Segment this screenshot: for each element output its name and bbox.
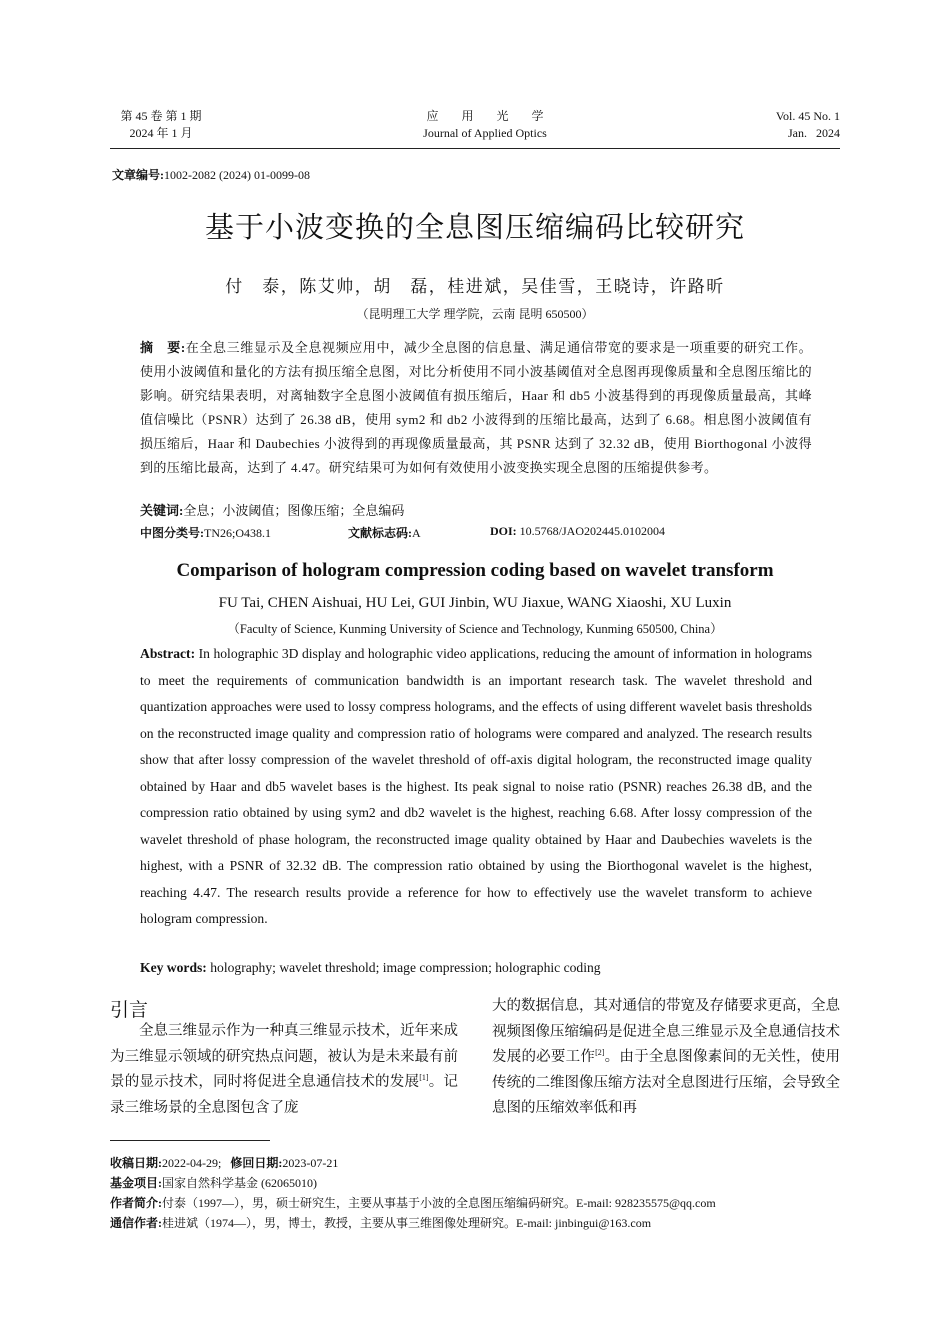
revised-label: 修回日期: <box>230 1156 283 1170</box>
fund-label: 基金项目: <box>110 1176 162 1190</box>
abstract-en-text: In holographic 3D display and holographic video applications, reducing the amount of information in holograms to meet the requirements of communication bandwidth is an important research task. The wavelet threshold and quantization approaches were used to lossy compress holograms, and the effects of using different wavelet basis thresholds on the reconstructed image quality and compression ratio of holograms were compared and analyzed. The research results show that after lossy compression of the wavelet threshold of off-axis digital hologram, the reconstructed image quality obtained by Haar and db5 wavelet bases is the highest. Its peak signal to noise ratio (PSNR) reaches 26.38 dB, and the compression ratio obtained by using sym2 and db2 wavelet is the highest, reaching 6.68. After lossy compression of the wavelet threshold of phase hologram, the reconstructed image quality obtained by Haar and Daubechies wavelets is the highest, with a PSNR of 32.32 dB. The compression ratio obtained by using the Biorthogonal wavelet is the highest, reaching 4.47. The research results provide a reference for how to effectively use the wavelet transform to achieve hologram compression. <box>140 646 812 926</box>
intro-right-text-2: 。由于全息图像素间的无关性，使用传统的二维图像压缩方法对全息图进行压缩，会导致全息图的压缩效率低和再 <box>492 1049 841 1116</box>
title-cn: 基于小波变换的全息图压缩编码比较研究 <box>204 212 745 244</box>
abstract-cn-text: 在全息三维显示及全息视频应用中，减少全息图的信息量、满足通信带宽的要求是一项重要的研究工作。使用小波阈值和量化的方法有损压缩全息图，对比分析使用不同小波基阈值对全息图再现像质量和全息图压缩比的影响。研究结果表明，对离轴数字全息图小波阈值有损压缩后，Haar 和 db5 小波基得到的再现像质量最高，其峰值信噪比（PSNR）达到了 26.38 dB，使用 sym2 和 db2 小波得到的压缩比最高，达到了 6.68。相息图小波阈值有损压缩后，Haar 和 Daubechies 小波得到的再现像质量最高，其 PSNR 达到了 32.32 dB，使用 Biorthogonal 小波得到的压缩比最高，达到了 4.47。研究结果可为如何有效使用小波变换实现全息图的压缩提供参考。 <box>140 340 812 475</box>
citation-2[interactable]: [2] <box>595 1048 605 1058</box>
abstract-en <box>140 641 812 933</box>
intro-left-text-1: 全息三维显示作为一种真三维显示技术，近年来成为三维显示领域的研究热点问题，被认为是未来最有前景的显示技术，同时将促进全息通信技术的发展 <box>110 1023 458 1090</box>
abstract-en-label: Abstract: <box>140 646 196 661</box>
intro-right-column <box>492 994 840 1122</box>
title-en: Comparison of hologram compression coding based on wavelet transform <box>176 560 774 581</box>
corresponding-value: 桂进斌（1974—），男，博士，教授，主要从事三维图像处理研究。E-mail: jinbingui@163.com <box>162 1216 652 1230</box>
date-cn: 2024 年 1 月 <box>129 126 193 140</box>
doc-value: A <box>412 526 421 540</box>
corresponding-label: 通信作者: <box>110 1216 162 1230</box>
footnote-rule <box>110 1140 270 1141</box>
intro-left-text-2: 。记录三维场景的全息图包含了庞 <box>110 1074 459 1116</box>
doc-code <box>348 524 421 541</box>
journal-name-cn: 应 用 光 学 <box>426 109 554 123</box>
keywords-cn-value: 全息；小波阈值；图像压缩；全息编码 <box>183 503 405 518</box>
intro-left-column <box>110 1019 458 1121</box>
keywords-cn <box>140 500 812 519</box>
journal-volume-en <box>745 108 840 142</box>
date-en: Jan. 2024 <box>788 126 840 140</box>
keywords-cn-label: 关键词: <box>140 503 184 518</box>
author-value: 付泰（1997—），男，硕士研究生，主要从事基于小波的全息图压缩编码研究。E-mail: 928235575@qq.com <box>162 1196 716 1210</box>
section-heading-intro: 引言 <box>110 999 149 1021</box>
affiliation-en: （Faculty of Science, Kunming University of Science and Technology, Kunming 650500, China） <box>227 622 723 636</box>
header-rule <box>110 148 840 149</box>
keywords-en-label: Key words: <box>140 960 207 975</box>
footnote-dates <box>110 1153 850 1173</box>
volume-issue-en: Vol. 45 No. 1 <box>775 109 840 123</box>
journal-volume-cn <box>116 108 206 142</box>
revised-value: 2023-07-21 <box>282 1156 339 1170</box>
received-label: 收稿日期: <box>110 1156 162 1170</box>
doi-value: 10.5768/JAO202445.0102004 <box>519 524 666 538</box>
clc-code <box>140 524 271 541</box>
footnote-author <box>110 1193 850 1213</box>
article-number <box>112 166 310 183</box>
keywords-en-value: holography; wavelet threshold; image compression; holographic coding <box>210 960 601 975</box>
journal-name-en: Journal of Applied Optics <box>423 126 547 140</box>
doc-label: 文献标志码: <box>348 526 412 540</box>
article-number-value: 1002-2082 (2024) 01-0099-08 <box>164 168 310 182</box>
footnote-corresponding <box>110 1213 850 1233</box>
authors-cn: 付 泰，陈艾帅，胡 磊，桂进斌，吴佳雪，王晓诗，许路昕 <box>225 277 725 296</box>
author-label: 作者简介: <box>110 1196 162 1210</box>
clc-value: TN26;O438.1 <box>204 526 271 540</box>
abstract-cn-label: 摘 要: <box>140 340 186 355</box>
footnote-fund <box>110 1173 850 1193</box>
affiliation-cn: （昆明理工大学 理学院，云南 昆明 650500） <box>356 307 594 321</box>
clc-label: 中图分类号: <box>140 526 204 540</box>
authors-en: FU Tai, CHEN Aishuai, HU Lei, GUI Jinbin, WU Jiaxue, WANG Xiaoshi, XU Luxin <box>218 595 732 611</box>
article-number-label: 文章编号: <box>112 168 164 182</box>
received-value: 2022-04-29; <box>162 1156 222 1170</box>
intro-right-text-1: 大的数据信息，其对通信的带宽及存储要求更高，全息视频图像压缩编码是促进全息三维显示及全息通信技术发展的必要工作 <box>492 998 840 1065</box>
citation-1[interactable]: [1] <box>419 1073 429 1083</box>
volume-issue-cn: 第 45 卷 第 1 期 <box>120 109 202 123</box>
doi-label: DOI: <box>490 524 517 538</box>
doi <box>490 524 665 539</box>
keywords-en <box>140 960 812 976</box>
journal-name <box>395 108 575 142</box>
fund-value: 国家自然科学基金 (62065010) <box>162 1176 317 1190</box>
abstract-cn <box>140 336 812 480</box>
